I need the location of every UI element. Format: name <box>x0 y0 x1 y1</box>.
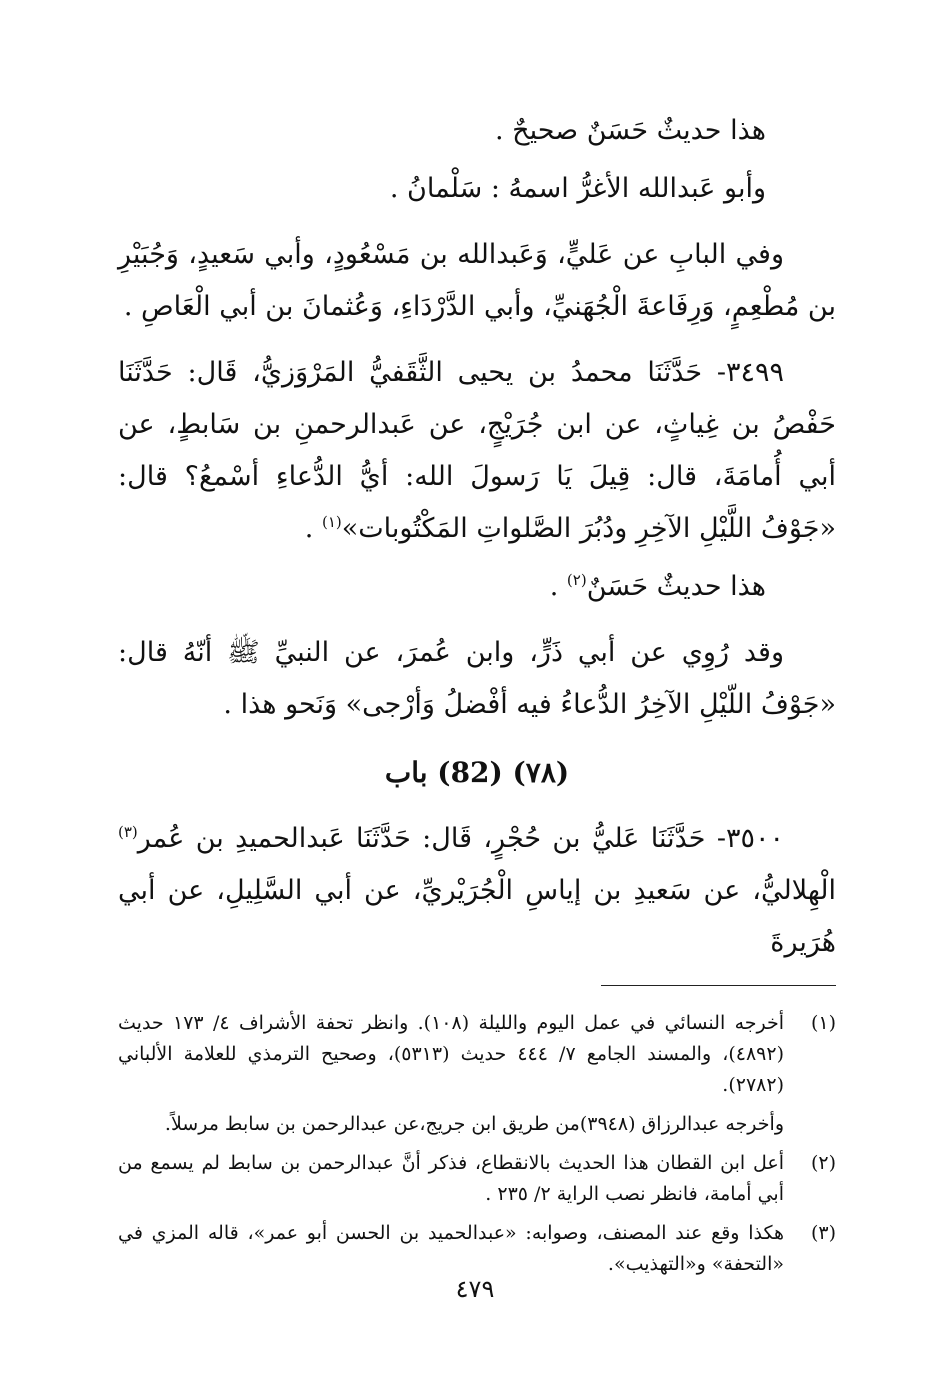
narration-note-paragraph: وقد رُوِي عن أبي ذَرٍّ، وابن عُمرَ، عن النبيِّ ﷺ أنّهُ قال: «جَوْفُ اللّيْلِ الآخِرُ الدُّعاءُ فيه أفْضلُ وَأرْجى» وَنَحو هذا . <box>118 637 836 720</box>
footnote-1-continuation <box>118 1109 836 1140</box>
footnote-ref-2: (٢) <box>566 571 587 589</box>
footnote-3-number: (٣) <box>810 1222 836 1244</box>
hadith-3500-text-a: ٣٥٠٠- حَدَّثَنَا عَليُّ بن حُجْرٍ، قَال: حَدَّثَنَا عَبدالحميدِ بن عُمر <box>137 823 784 854</box>
hadith-3500-text-b: الْهِلاليُّ، عن سَعيدِ بن إياسِ الْجُرَيْريِّ، عن أبي السَّلِيلِ، عن أبي هُرَيرةَ <box>118 875 836 958</box>
footnote-2-number: (٢) <box>810 1152 836 1174</box>
footnote-ref-3: (٣) <box>118 823 138 841</box>
footnote-1-continuation-text: وأخرجه عبدالرزاق (٣٩٤٨)من طريق ابن جريج،عن عبدالرحمن بن سابط مرسلاً. <box>164 1113 784 1135</box>
hadith-3499-end: . <box>304 513 322 544</box>
chapter-heading: (٧٨) (82) باب <box>384 756 570 789</box>
footnote-ref-1: (١) <box>321 513 342 531</box>
footnote-2 <box>118 1148 836 1210</box>
hadith-3500-paragraph <box>118 813 836 969</box>
footnote-divider-wrap <box>118 975 836 986</box>
footnotes-section <box>118 1008 836 1280</box>
hadith-3499-grade-end: . <box>549 571 567 602</box>
footnote-3 <box>118 1218 836 1280</box>
hadith-3499-text: ٣٤٩٩- حَدَّثَنَا محمدُ بن يحيى الثَّقَفيُّ المَرْوَزيُّ، قَال: حَدَّثَنَا حَفْصُ بن غِياثٍ، عن ابن جُرَيْجٍ، عن عَبدالرحمنِ بن سَابطٍ، عن أبي أُمامَةَ، قال: قِيلَ يَا رَسولَ الله: أيُّ الدُّعاءِ أسْمعُ؟ قال: «جَوْفُ اللَّيْلِ الآخِرِ ودُبُرَ الصَّلواتِ المَكْتُوبات» <box>118 357 836 544</box>
page-number: ٤٧٩ <box>455 1275 495 1303</box>
chapter-references-paragraph: وفي البابِ عن عَليٍّ، وَعَبدالله بن مَسْعُودٍ، وأبي سَعيدٍ، وَجُبَيْرِ بن مُطْعِمٍ، وَرِفَاعةَ الْجُهَنيِّ، وأبي الدَّرْدَاءِ، وَعُثمانَ بن أبي الْعَاصِ . <box>118 239 836 322</box>
hadith-3499-grade <box>118 561 836 613</box>
page-content <box>118 105 836 1288</box>
footnote-1 <box>118 1008 836 1101</box>
footnote-1-number: (١) <box>810 1012 836 1034</box>
footnote-divider <box>601 985 836 986</box>
hadith-3499-paragraph <box>118 347 836 555</box>
footnote-2-text: أعل ابن القطان هذا الحديث بالانقطاع، فذكر أنَّ عبدالرحمن بن سابط لم يسمع من أبي أمامة، فانظر نصب الراية ٢/ ٢٣٥ . <box>118 1152 784 1205</box>
narrator-name-line: وأبو عَبدالله الأغرُّ اسمهُ : سَلْمانُ . <box>389 173 766 204</box>
hadith-grade-line: هذا حديثٌ حَسَنٌ صحيحٌ . <box>495 115 766 146</box>
footnote-3-text: هكذا وقع عند المصنف، وصوابه: «عبدالحميد بن الحسن أبو عمر»، قاله المزي في «التحفة» و«التهذيب». <box>118 1222 784 1275</box>
hadith-3499-grade-text: هذا حديثٌ حَسَنٌ <box>586 571 766 602</box>
footnote-1-text: أخرجه النسائي في عمل اليوم والليلة (١٠٨). وانظر تحفة الأشراف ٤/ ١٧٣ حديث (٤٨٩٢)، والمسند الجامع ٧/ ٤٤٤ حديث (٥٣١٣)، وصحيح الترمذي للعلامة الألباني (٢٧٨٢). <box>118 1012 785 1096</box>
